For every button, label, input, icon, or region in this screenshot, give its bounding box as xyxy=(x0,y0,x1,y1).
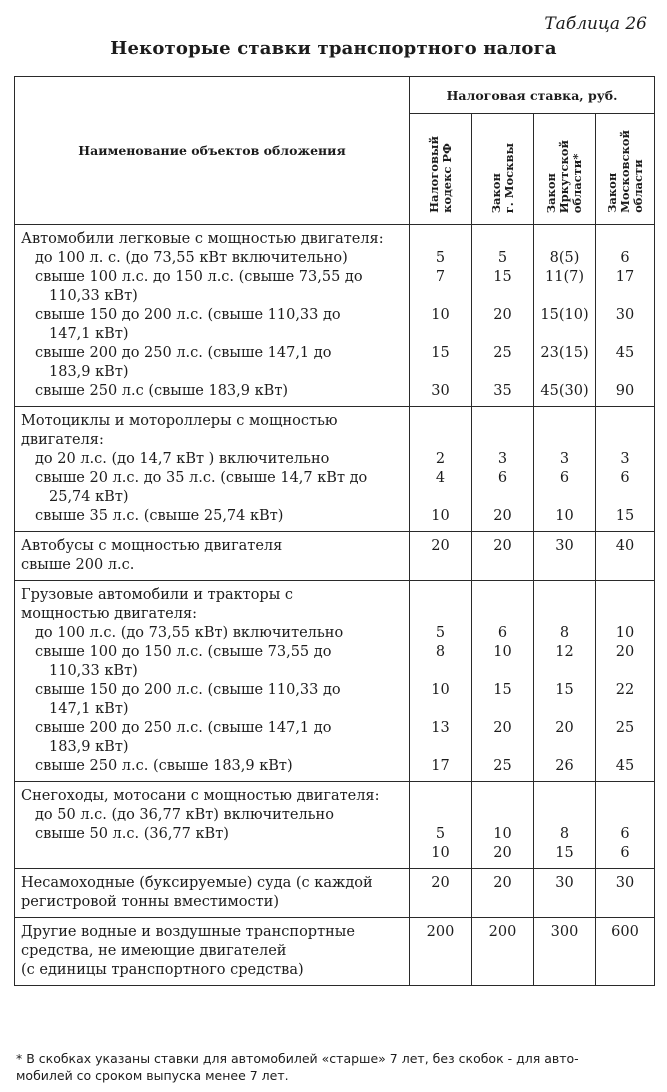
subrow-name-line: до 20 л.с. (до 14,7 кВт ) включительно xyxy=(35,451,330,467)
spacer xyxy=(536,605,593,624)
rate-value: 6 xyxy=(497,625,508,641)
rate-value: 15 xyxy=(555,845,574,861)
table-row xyxy=(15,869,655,918)
object-name-line: Несамоходные (буксируемые) суда (с каждой xyxy=(21,875,373,891)
rate-value: 30 xyxy=(615,307,635,323)
rate-value: 200 xyxy=(488,924,517,940)
spacer xyxy=(474,738,531,757)
rate-value: 15 xyxy=(431,345,450,361)
rate-cell xyxy=(534,918,596,986)
rate-value: 25 xyxy=(615,720,635,736)
rate-value: 20 xyxy=(431,538,450,554)
rate-value: 20 xyxy=(493,845,512,861)
header-moscow-region-law xyxy=(596,114,655,225)
spacer xyxy=(474,363,531,382)
rate-value: 30 xyxy=(555,538,574,554)
spacer xyxy=(412,605,469,624)
rate-value: 6 xyxy=(620,250,630,266)
spacer xyxy=(536,488,593,507)
spacer xyxy=(536,662,593,681)
subrow-name-line: 110,33 кВт) xyxy=(49,288,138,304)
rate-value: 3 xyxy=(559,451,570,467)
rate-cell xyxy=(534,581,596,782)
rate-value: 15 xyxy=(615,508,635,524)
rate-value: 45(30) xyxy=(540,383,589,399)
tax-rates-table xyxy=(14,76,655,986)
spacer xyxy=(474,605,531,624)
rate-value: 23(15) xyxy=(540,345,589,361)
table-caption: Таблица 26 xyxy=(544,14,647,34)
spacer xyxy=(412,363,469,382)
rate-cell xyxy=(596,918,655,986)
rate-value xyxy=(598,806,652,825)
spacer xyxy=(412,586,469,605)
rate-value: 10 xyxy=(431,682,450,698)
rate-value: 3 xyxy=(497,451,508,467)
table-row xyxy=(15,918,655,986)
object-name-cell xyxy=(15,581,410,782)
spacer xyxy=(598,586,652,605)
table-row xyxy=(15,532,655,581)
spacer xyxy=(536,586,593,605)
rate-value: 3 xyxy=(620,451,630,467)
rate-value: 5 xyxy=(435,625,446,641)
rate-value: 20 xyxy=(493,720,512,736)
subrow-name-line: до 50 л.с. (до 36,77 кВт) включительно xyxy=(35,807,334,823)
rate-cell xyxy=(596,581,655,782)
spacer xyxy=(412,431,469,450)
rate-cell xyxy=(410,581,472,782)
rate-value: 15 xyxy=(493,269,512,285)
spacer xyxy=(474,412,531,431)
header-tax-code xyxy=(410,114,472,225)
rate-value: 300 xyxy=(550,924,579,940)
subrow-name-line xyxy=(21,844,403,863)
rate-value: 6 xyxy=(620,470,630,486)
rate-value xyxy=(474,806,531,825)
spacer xyxy=(474,488,531,507)
rate-value: 600 xyxy=(611,924,639,940)
rate-value: 25 xyxy=(493,345,512,361)
rate-cell xyxy=(472,581,534,782)
rate-cell xyxy=(534,225,596,407)
rate-cell xyxy=(472,225,534,407)
rate-value: 45 xyxy=(615,758,635,774)
rate-cell xyxy=(534,407,596,532)
subrow-name-line: 147,1 кВт) xyxy=(49,701,129,717)
rate-value: 8 xyxy=(559,826,570,842)
footnote xyxy=(16,1050,656,1084)
rate-value xyxy=(536,806,593,825)
spacer xyxy=(598,738,652,757)
rate-value: 15 xyxy=(555,682,574,698)
spacer xyxy=(474,787,531,806)
rate-value: 8 xyxy=(435,644,446,660)
category-heading: Мотоциклы и мотороллеры с мощностью xyxy=(21,413,338,429)
spacer xyxy=(412,488,469,507)
spacer xyxy=(412,738,469,757)
rate-value: 10 xyxy=(431,845,450,861)
rate-value: 10 xyxy=(615,625,635,641)
spacer xyxy=(598,363,652,382)
spacer xyxy=(598,412,652,431)
rate-value: 8(5) xyxy=(549,250,580,266)
header-text-line: Закон xyxy=(604,172,619,213)
spacer xyxy=(474,662,531,681)
category-heading: мощностью двигателя: xyxy=(21,606,197,622)
rate-cell xyxy=(472,532,534,581)
subrow-name-line: 147,1 кВт) xyxy=(49,326,129,342)
object-name-line: свыше 200 л.с. xyxy=(21,557,135,573)
subrow-name-line: свыше 150 до 200 л.с. (свыше 110,33 до xyxy=(35,682,341,698)
rate-value: 8 xyxy=(559,625,570,641)
rate-cell xyxy=(472,782,534,869)
rate-value: 20 xyxy=(615,644,635,660)
spacer xyxy=(474,230,531,249)
rate-value: 22 xyxy=(615,682,635,698)
spacer xyxy=(598,325,652,344)
subrow-name-line: свыше 250 л.с (свыше 183,9 кВт) xyxy=(35,383,288,399)
header-text-line: Закон xyxy=(544,172,558,213)
rate-value: 6 xyxy=(620,826,630,842)
rate-value: 12 xyxy=(555,644,574,660)
table-header xyxy=(15,77,655,225)
rate-cell xyxy=(410,532,472,581)
rate-value: 40 xyxy=(615,538,635,554)
subrow-name-line: свыше 200 до 250 л.с. (свыше 147,1 до xyxy=(35,720,332,736)
header-text-line: кодекс РФ xyxy=(439,143,454,213)
header-text-line: г. Москвы xyxy=(501,142,516,213)
rate-value: 20 xyxy=(555,720,574,736)
spacer xyxy=(474,431,531,450)
subrow-name-line: 183,9 кВт) xyxy=(49,364,129,380)
header-irkutsk-law xyxy=(534,114,596,225)
rate-value: 30 xyxy=(431,383,450,399)
category-heading: двигателя: xyxy=(21,432,104,448)
rate-cell xyxy=(534,782,596,869)
spacer xyxy=(536,787,593,806)
subrow-name-line: 110,33 кВт) xyxy=(49,663,138,679)
table-row xyxy=(15,581,655,782)
spacer xyxy=(536,738,593,757)
rate-value: 45 xyxy=(615,345,635,361)
spacer xyxy=(474,586,531,605)
rate-value: 26 xyxy=(555,758,574,774)
spacer xyxy=(474,700,531,719)
spacer xyxy=(412,787,469,806)
rate-value: 11(7) xyxy=(545,269,584,285)
object-name-line: регистровой тонны вместимости) xyxy=(21,894,279,910)
rate-cell xyxy=(410,918,472,986)
rate-value: 7 xyxy=(435,269,446,285)
subrow-name-line: до 100 л.с. (до 73,55 кВт) включительно xyxy=(35,625,344,641)
header-text-line: Иркутской xyxy=(557,139,571,213)
rate-value: 20 xyxy=(493,875,512,891)
rate-value: 200 xyxy=(426,924,455,940)
spacer xyxy=(536,287,593,306)
object-name-cell xyxy=(15,532,410,581)
subrow-name-line: свыше 200 до 250 л.с. (свыше 147,1 до xyxy=(35,345,332,361)
spacer xyxy=(598,488,652,507)
rate-value: 15(10) xyxy=(540,307,589,323)
header-object-name: Наименование объектов обложения xyxy=(15,77,410,225)
rate-value: 20 xyxy=(431,875,450,891)
subrow-name-line: свыше 250 л.с. (свыше 183,9 кВт) xyxy=(35,758,293,774)
spacer xyxy=(536,431,593,450)
header-rate-group: Налоговая ставка, руб. xyxy=(410,77,655,114)
rate-value: 15 xyxy=(493,682,512,698)
spacer xyxy=(598,787,652,806)
header-moscow-law xyxy=(472,114,534,225)
rate-value: 5 xyxy=(435,826,446,842)
rate-value: 5 xyxy=(435,250,446,266)
spacer xyxy=(598,605,652,624)
table-row xyxy=(15,407,655,532)
spacer xyxy=(412,662,469,681)
subrow-name-line: до 100 л. с. (до 73,55 кВт включительно) xyxy=(35,250,348,266)
object-name-line: Другие водные и воздушные транспортные xyxy=(21,924,355,940)
rate-value: 30 xyxy=(615,875,635,891)
rate-value: 6 xyxy=(497,470,508,486)
subrow-name-line: свыше 100 до 150 л.с. (свыше 73,55 до xyxy=(35,644,332,660)
table-body xyxy=(15,225,655,986)
object-name-line: (с единицы транспортного средства) xyxy=(21,962,304,978)
subrow-name-line: 183,9 кВт) xyxy=(49,739,129,755)
spacer xyxy=(412,325,469,344)
rate-cell xyxy=(472,918,534,986)
rate-cell xyxy=(596,782,655,869)
rate-value: 17 xyxy=(615,269,635,285)
category-heading: Снегоходы, мотосани с мощностью двигателя: xyxy=(21,788,380,804)
rate-value: 2 xyxy=(435,451,446,467)
rate-cell xyxy=(596,532,655,581)
header-text-line: области xyxy=(630,159,645,213)
table-row xyxy=(15,225,655,407)
spacer xyxy=(412,230,469,249)
footnote-line: * В скобках указаны ставки для автомобилей «старше» 7 лет, без скобок - для авто- xyxy=(16,1051,579,1066)
category-heading: Грузовые автомобили и тракторы с xyxy=(21,587,293,603)
header-text-line: Московской xyxy=(617,130,632,213)
object-name-cell xyxy=(15,918,410,986)
spacer xyxy=(536,230,593,249)
subrow-name-line: свыше 20 л.с. до 35 л.с. (свыше 14,7 кВт до xyxy=(35,470,368,486)
spacer xyxy=(474,325,531,344)
spacer xyxy=(474,287,531,306)
rate-cell xyxy=(410,407,472,532)
spacer xyxy=(598,431,652,450)
rate-cell xyxy=(410,869,472,918)
spacer xyxy=(598,287,652,306)
rate-cell xyxy=(534,532,596,581)
rate-value: 25 xyxy=(493,758,512,774)
spacer xyxy=(412,287,469,306)
spacer xyxy=(536,363,593,382)
rate-value: 35 xyxy=(493,383,512,399)
rate-value: 5 xyxy=(497,250,508,266)
object-name-line: средства, не имеющие двигателей xyxy=(21,943,287,959)
spacer xyxy=(598,230,652,249)
object-name-cell xyxy=(15,869,410,918)
header-text-line: Налоговый xyxy=(426,136,441,213)
rate-cell xyxy=(410,782,472,869)
object-name-cell xyxy=(15,225,410,407)
rate-value xyxy=(412,806,469,825)
rate-cell xyxy=(410,225,472,407)
rate-value: 10 xyxy=(431,307,450,323)
spacer xyxy=(598,662,652,681)
rate-value: 20 xyxy=(493,508,512,524)
rate-value: 10 xyxy=(493,644,512,660)
rate-value: 6 xyxy=(620,845,630,861)
rate-value: 30 xyxy=(555,875,574,891)
rate-value: 6 xyxy=(559,470,570,486)
rate-cell xyxy=(596,869,655,918)
rate-cell xyxy=(534,869,596,918)
rate-value: 10 xyxy=(431,508,450,524)
subrow-name-line: свыше 50 л.с. (36,77 кВт) xyxy=(35,826,229,842)
subrow-name-line: свыше 150 до 200 л.с. (свыше 110,33 до xyxy=(35,307,341,323)
rate-value: 90 xyxy=(615,383,635,399)
rate-value: 13 xyxy=(431,720,450,736)
object-name-cell xyxy=(15,407,410,532)
rate-value: 10 xyxy=(493,826,512,842)
spacer xyxy=(412,412,469,431)
header-text-line: области* xyxy=(570,153,584,213)
header-text-line: Закон xyxy=(488,172,503,213)
spacer xyxy=(536,325,593,344)
table-title: Некоторые ставки транспортного налога xyxy=(110,38,557,59)
spacer xyxy=(536,700,593,719)
rate-cell xyxy=(472,869,534,918)
object-name-cell xyxy=(15,782,410,869)
subrow-name-line: свыше 35 л.с. (свыше 25,74 кВт) xyxy=(35,508,284,524)
rate-value: 20 xyxy=(493,538,512,554)
rate-cell xyxy=(596,407,655,532)
rate-value: 17 xyxy=(431,758,450,774)
subrow-name-line: свыше 100 л.с. до 150 л.с. (свыше 73,55 до xyxy=(35,269,363,285)
table-row xyxy=(15,782,655,869)
spacer xyxy=(598,700,652,719)
subrow-name-line: 25,74 кВт) xyxy=(49,489,129,505)
footnote-line: мобилей со сроком выпуска менее 7 лет. xyxy=(16,1068,289,1083)
spacer xyxy=(536,412,593,431)
object-name-line: Автобусы с мощностью двигателя xyxy=(21,538,283,554)
rate-cell xyxy=(596,225,655,407)
spacer xyxy=(412,700,469,719)
rate-cell xyxy=(472,407,534,532)
rate-value: 10 xyxy=(555,508,574,524)
category-heading: Автомобили легковые с мощностью двигателя: xyxy=(21,231,384,247)
rate-value: 20 xyxy=(493,307,512,323)
rate-value: 4 xyxy=(435,470,446,486)
